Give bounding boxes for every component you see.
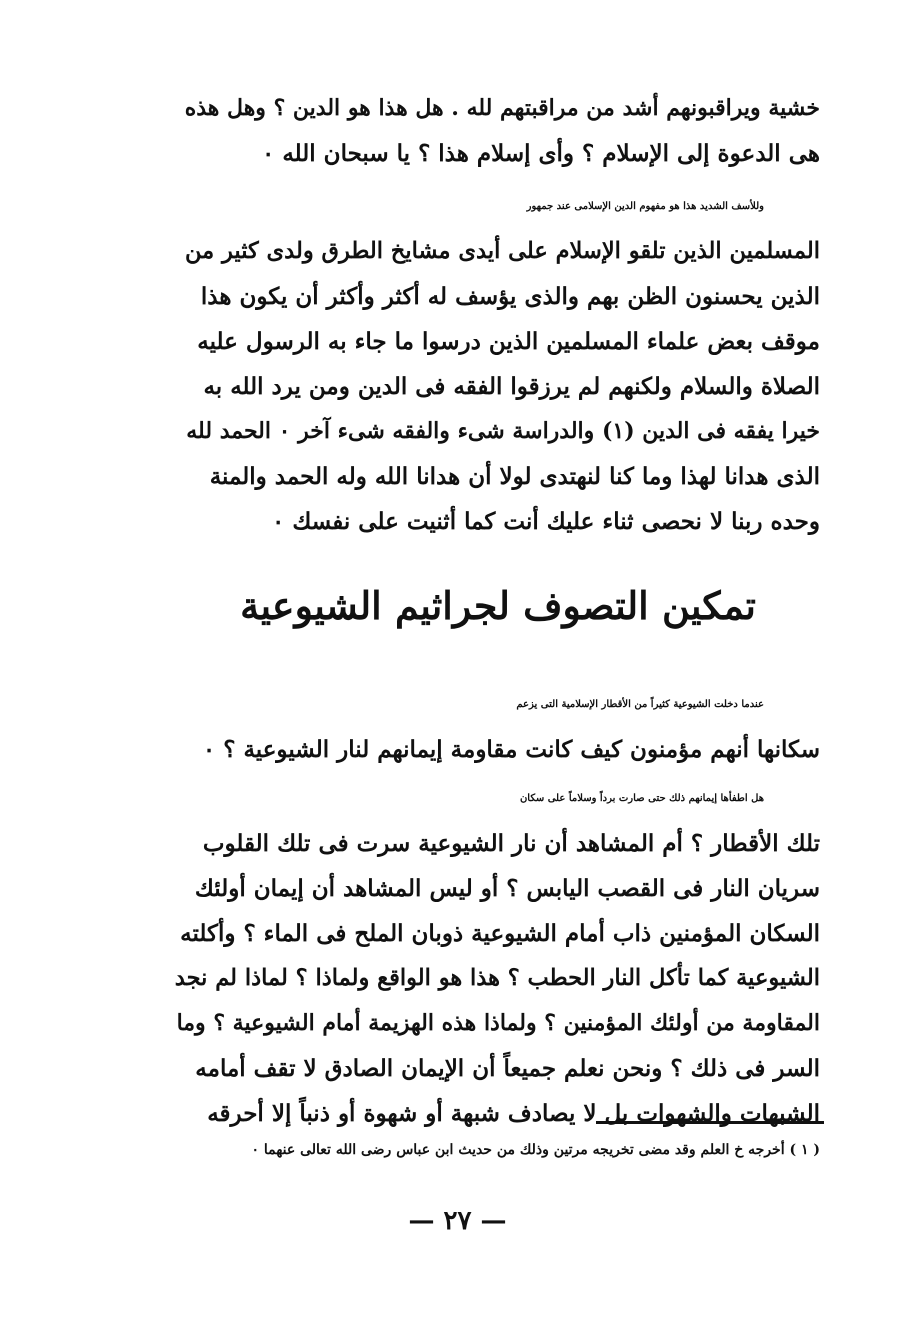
text-line: تلك الأقطار ؟ أم المشاهد أن نار الشيوعية سرت فى تلك القلوب <box>202 830 820 857</box>
footnote: ( ١ ) أخرجه خ العلم وقد مضى تخريجه مرتين وذلك من حديث ابن عباس رضى الله تعالى عنهما ٠ <box>251 1142 820 1158</box>
text-line: المقاومة من أولئك المؤمنين ؟ ولماذا هذه الهزيمة أمام الشيوعية ؟ وما <box>176 1010 820 1036</box>
text-line: سكانها أنهم مؤمنون كيف كانت مقاومة إيمانهم لنار الشيوعية ؟ ٠ <box>202 736 820 763</box>
paragraph-continuation <box>176 86 820 176</box>
text-line: موقف بعض علماء المسلمين الذين درسوا ما جاء به الرسول عليه <box>197 328 820 355</box>
text-line: السكان المؤمنين ذاب أمام الشيوعية ذوبان الملح فى الماء ؟ وأكلته <box>180 920 820 947</box>
section-heading: تمكين التصوف لجراثيم الشيوعية <box>240 583 756 628</box>
text-line: الذى هدانا لهذا وما كنا لنهتدى لولا أن هدانا الله وله الحمد والمنة <box>209 463 820 490</box>
text-line: عندما دخلت الشيوعية كثيراً من الأقطار الإسلامية التى يزعم <box>516 699 764 710</box>
text-line: سريان النار فى القصب اليابس ؟ أو ليس المشاهد أن إيمان أولئك <box>194 875 820 902</box>
footnote-separator <box>596 1121 824 1124</box>
paragraph-communism-intro <box>176 682 820 772</box>
paragraph-communism-questions <box>176 776 820 1136</box>
text-line: الذين يحسنون الظن بهم والذى يؤسف له أكثر وأكثر أن يكون هذا <box>200 283 820 310</box>
paragraph-sufi-concept <box>176 184 820 544</box>
text-line: وللأسف الشديد هذا هو مفهوم الدين الإسلامى عند جمهور <box>526 201 764 212</box>
text-line: هى الدعوة إلى الإسلام ؟ وأى إسلام هذا ؟ يا سبحان الله ٠ <box>261 140 820 167</box>
text-line: وحده ربنا لا نحصى ثناء عليك أنت كما أثنيت على نفسك ٠ <box>272 508 820 535</box>
text-line: هل اطفأها إيمانهم ذلك حتى صارت برداً وسلاماً على سكان <box>519 793 764 804</box>
text-line: السر فى ذلك ؟ ونحن نعلم جميعاً أن الإيمان الصادق لا تقف أمامه <box>195 1055 820 1082</box>
text-line: الصلاة والسلام ولكنهم لم يرزقوا الفقه فى الدين ومن يرد الله به <box>203 373 820 400</box>
text-line: خيرا يفقه فى الدين (١) والدراسة شىء والفقه شىء آخر ٠ الحمد لله <box>186 418 820 444</box>
text-line: المسلمين الذين تلقو الإسلام على أيدى مشايخ الطرق ولدى كثير من <box>185 238 820 264</box>
text-line: الشبهات والشهوات بل لا يصادف شبهة أو شهوة أو ذنباً إلا أحرقه <box>207 1100 820 1127</box>
page-number: — ٢٧ — <box>408 1206 507 1236</box>
text-line: الشيوعية كما تأكل النار الحطب ؟ هذا هو الواقع ولماذا ؟ لماذا لم نجد <box>174 965 820 991</box>
text-line: خشية ويراقبونهم أشد من مراقبتهم لله . هل هذا هو الدين ؟ وهل هذه <box>184 95 820 121</box>
